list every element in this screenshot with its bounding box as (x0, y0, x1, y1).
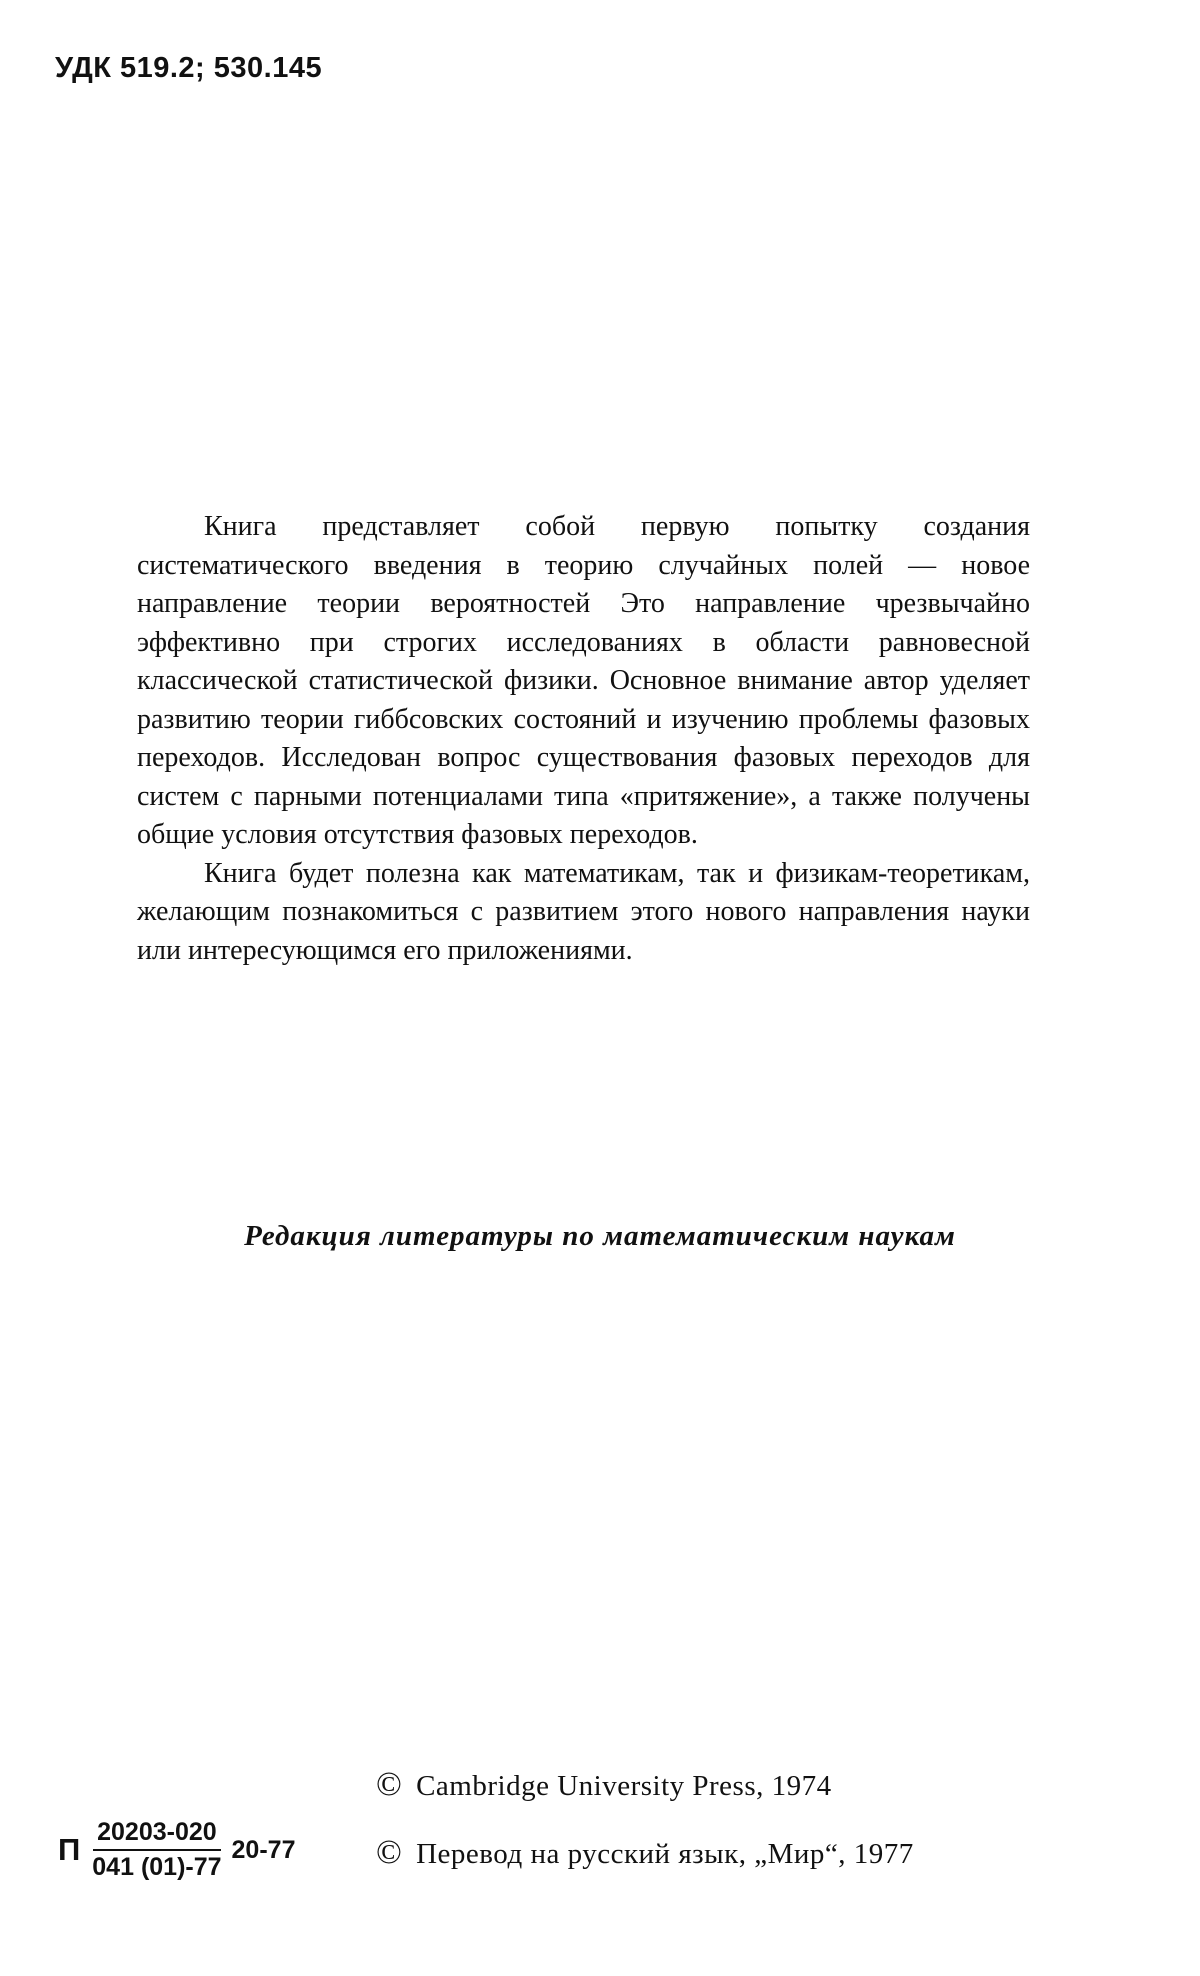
publication-index-code (58, 1818, 295, 1882)
copyright-text: Cambridge University Press, 1974 (416, 1770, 832, 1802)
editorial-note: Редакция литературы по математическим наукам (244, 1220, 956, 1252)
copyright-text: Перевод на русский язык, „Мир“, 1977 (416, 1838, 914, 1870)
index-denominator: 041 (01)-77 (92, 1853, 222, 1881)
abstract-paragraph: Книга будет полезна как математикам, так и физикам-теоретикам, желающим познакомиться с развитием этого нового направления науки или интересующимся его приложениями. (137, 857, 1030, 966)
abstract-paragraph: Книга представляет собой первую попытку создания систематического введения в теорию случайных полей — новое направление теории вероятностей Это направление чрезвычайно эффективно при строгих исследованиях в области равновесной классической статистической физики. Основное внимание автор уделяет развитию теории гиббсовских состояний и изучению проблемы фазовых переходов. Исследован вопрос существования фазовых переходов для систем с парными потенциалами типа «притяжение», а также получены общие условия отсутствия фазовых переходов. (137, 511, 1030, 850)
index-letter: П (58, 1832, 81, 1867)
copyright-icon: © (376, 1834, 403, 1871)
abstract-block (137, 508, 1030, 970)
index-fraction (88, 1818, 225, 1882)
index-suffix: 20-77 (231, 1835, 296, 1864)
udc-classification: УДК 519.2; 530.145 (55, 52, 323, 84)
index-numerator: 20203-020 (93, 1818, 221, 1851)
copyright-line (376, 1766, 832, 1804)
copyright-line (376, 1834, 914, 1872)
copyright-icon: © (376, 1766, 403, 1803)
